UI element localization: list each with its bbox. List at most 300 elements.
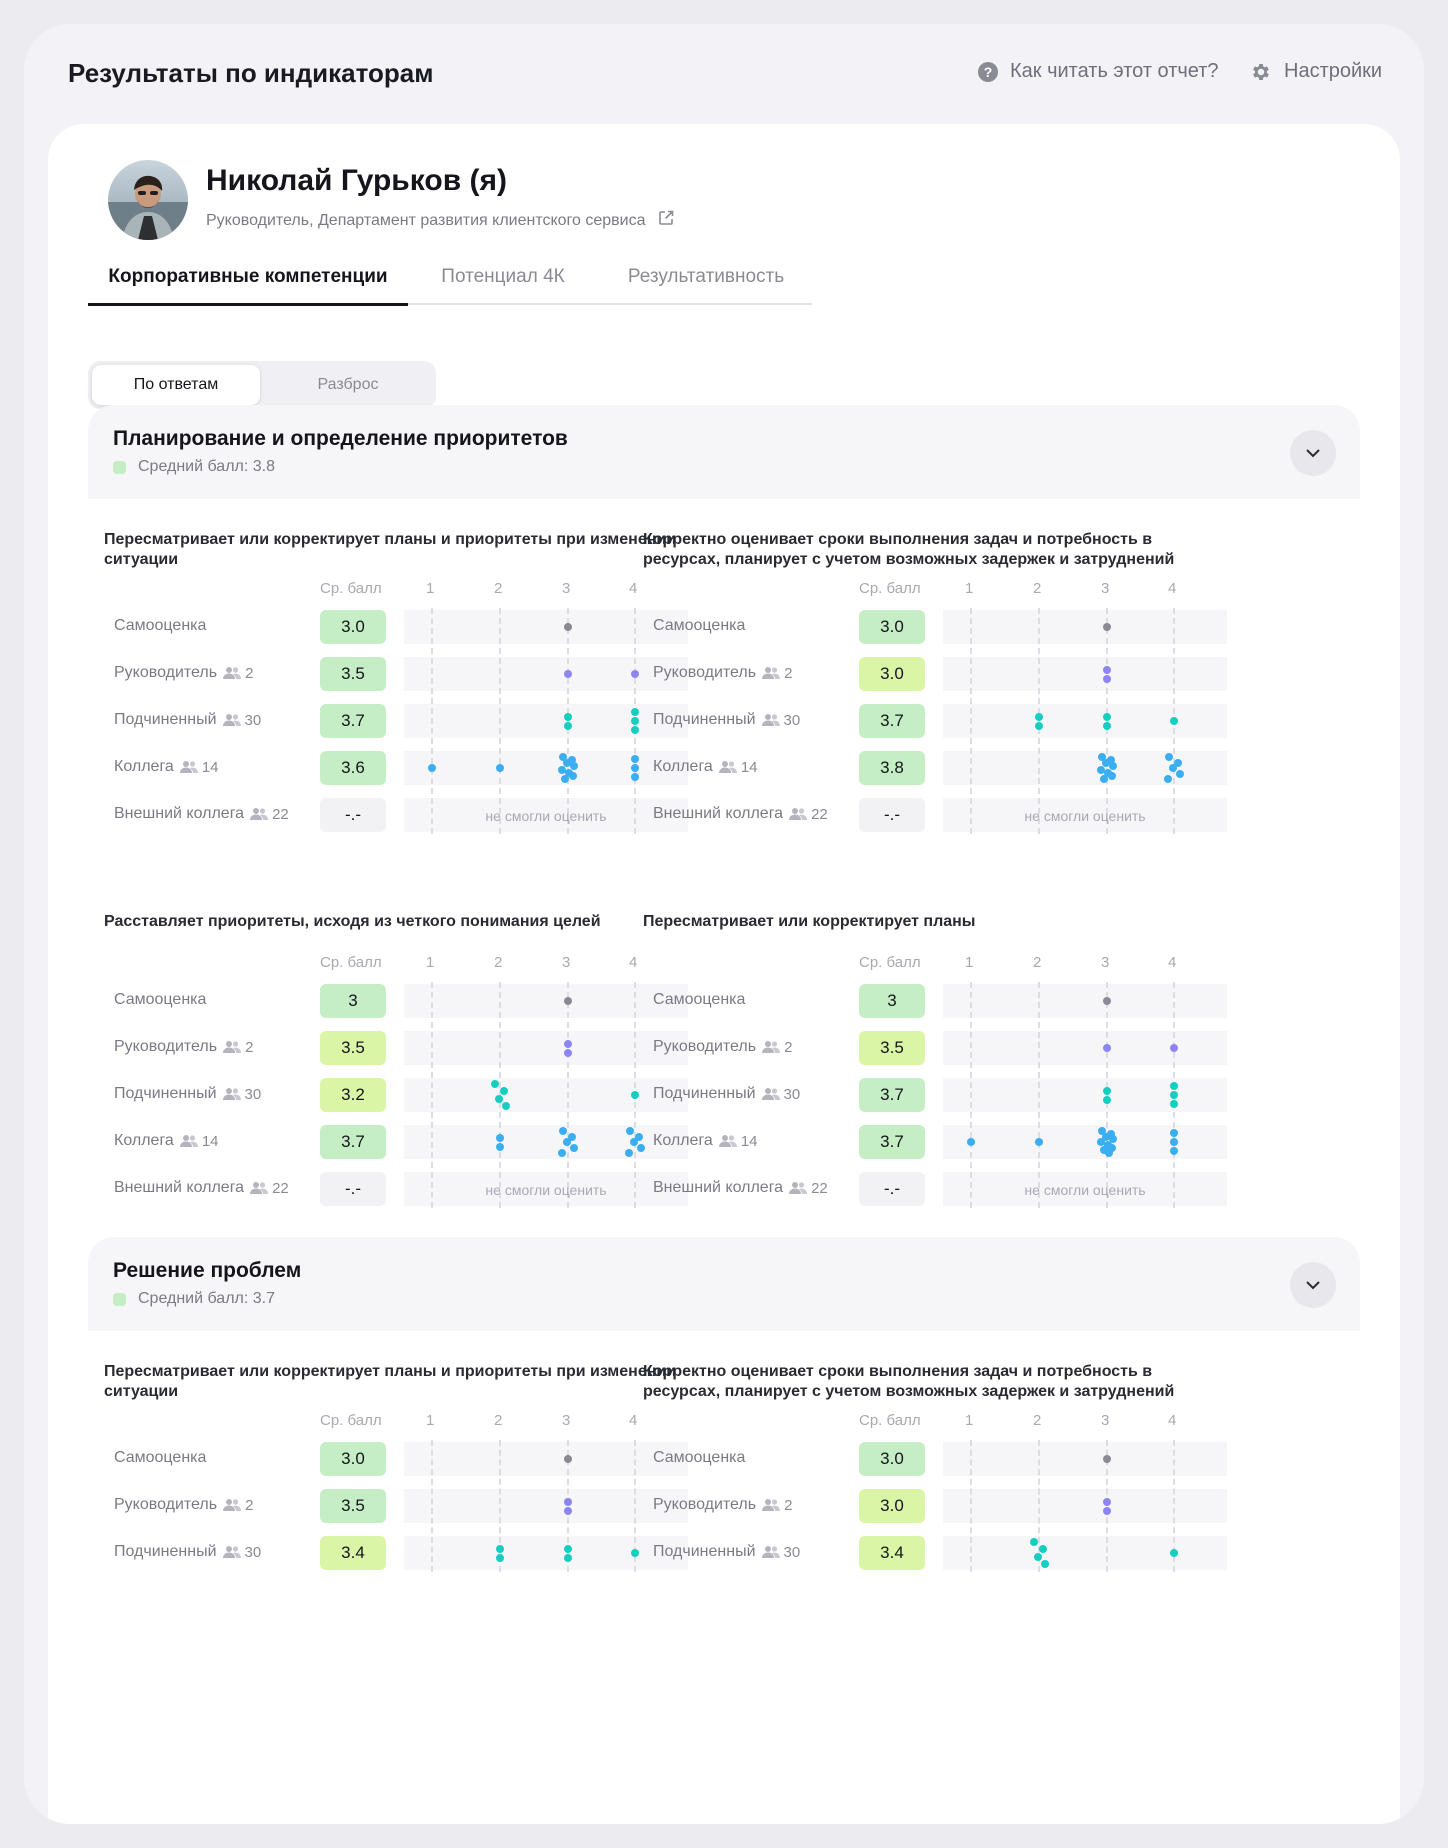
no-rating-text: не смогли оценить	[1024, 808, 1146, 824]
avatar	[108, 160, 188, 240]
indicator-block	[643, 530, 1227, 830]
score-track	[943, 657, 1227, 691]
response-dot	[1100, 775, 1108, 783]
rater-label	[114, 1449, 206, 1467]
rater-count	[223, 1544, 262, 1561]
rater-count-value: 2	[784, 1496, 793, 1514]
response-dot	[1103, 997, 1111, 1005]
people-icon	[180, 760, 198, 774]
scale-tick-label: 4	[629, 954, 638, 971]
response-dot	[631, 1091, 639, 1099]
rater-count	[250, 806, 289, 823]
scale-tick-label: 1	[426, 580, 435, 597]
indicator-title: Корректно оценивает сроки выполнения задач и потребность в ресурсах, планирует с учетом возможных задержек и затруднений	[643, 1363, 1175, 1400]
response-dot	[631, 1549, 639, 1557]
response-dot	[1164, 775, 1172, 783]
average-score-badge: -.-	[859, 1172, 925, 1206]
section-title: Планирование и определение приоритетов	[113, 427, 568, 450]
rater-label	[653, 1132, 758, 1150]
rater-count-value: 2	[784, 664, 793, 682]
response-dot	[631, 764, 639, 772]
avg-score-header: Ср. балл	[859, 954, 921, 971]
external-link-icon[interactable]	[658, 210, 674, 231]
average-score-badge: 3.7	[320, 704, 386, 738]
people-icon	[180, 1134, 198, 1148]
response-dot	[570, 1144, 578, 1152]
rater-name: Подчиненный	[114, 711, 217, 728]
scale-tick-label: 2	[494, 954, 503, 971]
scale-tick-label: 3	[1101, 954, 1110, 971]
people-icon	[762, 1040, 780, 1054]
response-dot	[564, 1507, 572, 1515]
rater-name: Подчиненный	[114, 1085, 217, 1102]
rater-name: Руководитель	[114, 1038, 218, 1055]
scale-tick-label: 2	[1033, 580, 1042, 597]
rater-count	[180, 759, 219, 776]
score-track	[943, 1442, 1227, 1476]
rater-count	[762, 1086, 801, 1103]
score-track	[943, 1536, 1227, 1570]
rater-count-value: 30	[244, 711, 262, 729]
response-dot	[564, 713, 572, 721]
response-dot	[1103, 713, 1111, 721]
rater-name: Самооценка	[653, 1449, 746, 1466]
rater-name: Руководитель	[653, 664, 757, 681]
response-dot	[631, 755, 639, 763]
scale-gridline	[431, 1440, 433, 1572]
rater-label	[653, 711, 800, 729]
response-dot	[1103, 1096, 1111, 1104]
response-dot	[1103, 722, 1111, 730]
response-dot	[502, 1102, 510, 1110]
people-icon	[762, 713, 780, 727]
scale-tick-label: 2	[494, 580, 503, 597]
rater-label	[653, 805, 828, 823]
rater-count	[223, 1039, 253, 1056]
rater-name: Самооценка	[653, 991, 746, 1008]
rater-name: Подчиненный	[653, 1543, 756, 1560]
rater-name: Подчиненный	[653, 1085, 756, 1102]
average-score-badge: 3.7	[859, 704, 925, 738]
rater-name: Внешний коллега	[653, 1179, 784, 1196]
rater-label	[114, 1132, 219, 1150]
rater-label	[114, 1179, 289, 1197]
response-dot	[1103, 666, 1111, 674]
scale-tick-label: 3	[1101, 1412, 1110, 1429]
response-dot	[1035, 713, 1043, 721]
rater-count	[762, 1544, 801, 1561]
avg-score-header: Ср. балл	[320, 1412, 382, 1429]
rater-name: Внешний коллега	[653, 805, 784, 822]
response-dot	[1170, 717, 1178, 725]
score-track	[943, 610, 1227, 644]
rater-name: Внешний коллега	[114, 805, 245, 822]
people-icon	[250, 1181, 268, 1195]
rater-name: Самооценка	[653, 617, 746, 634]
response-dot	[1170, 1044, 1178, 1052]
rater-name: Коллега	[114, 758, 174, 775]
score-legend-square	[113, 1293, 126, 1306]
response-dot	[564, 1498, 572, 1506]
help-link[interactable]	[978, 60, 1219, 83]
rater-label	[653, 1496, 792, 1514]
people-icon	[719, 1134, 737, 1148]
indicator-block	[104, 1362, 688, 1662]
people-icon	[250, 807, 268, 821]
people-icon	[719, 760, 737, 774]
response-dot	[496, 764, 504, 772]
rater-name: Подчиненный	[114, 1543, 217, 1560]
response-dot	[1165, 753, 1173, 761]
average-score-badge: 3.2	[320, 1078, 386, 1112]
response-dot	[631, 717, 639, 725]
rater-name: Подчиненный	[653, 711, 756, 728]
average-score-badge: 3.0	[859, 657, 925, 691]
rater-label	[653, 617, 745, 635]
rater-count-value: 30	[244, 1085, 262, 1103]
response-dot	[1030, 1538, 1038, 1546]
rater-count-value: 2	[245, 1038, 254, 1056]
rater-label	[114, 991, 206, 1009]
user-role-text: Руководитель, Департамент развития клиентского сервиса	[206, 211, 646, 229]
rater-count-value: 22	[272, 805, 289, 823]
settings-link[interactable]	[1250, 60, 1382, 83]
response-dot	[1170, 1138, 1178, 1146]
average-score-badge: 3.8	[859, 751, 925, 785]
rater-count-value: 22	[811, 805, 828, 823]
average-score-badge: 3	[859, 984, 925, 1018]
scale-tick-label: 2	[1033, 1412, 1042, 1429]
rater-label	[114, 617, 206, 635]
no-rating-text: не смогли оценить	[485, 808, 607, 824]
scale-tick-label: 3	[562, 580, 571, 597]
indicator-title: Расставляет приоритеты, исходя из четкого понимания целей	[104, 913, 601, 930]
response-dot	[564, 670, 572, 678]
rater-count	[719, 759, 758, 776]
response-dot	[1103, 675, 1111, 683]
response-dot	[564, 1040, 572, 1048]
response-dot	[1103, 1044, 1111, 1052]
people-icon	[223, 713, 241, 727]
no-rating-text: не смогли оценить	[1024, 1182, 1146, 1198]
people-icon	[223, 1040, 241, 1054]
view-switch	[88, 361, 436, 409]
rater-label	[114, 1085, 261, 1103]
tab-performance[interactable]: Результативность	[627, 266, 785, 287]
scale-tick-label: 1	[965, 580, 974, 597]
score-track	[943, 1125, 1227, 1159]
rater-label	[653, 1179, 828, 1197]
response-dot	[631, 773, 639, 781]
response-dot	[967, 1138, 975, 1146]
tab-corporate-competencies[interactable]: Корпоративные компетенции	[88, 260, 408, 306]
rater-count-value: 14	[201, 758, 219, 776]
rater-count	[762, 1497, 792, 1514]
rater-label	[653, 1085, 800, 1103]
section-average	[113, 1290, 275, 1308]
scale-tick-label: 1	[965, 954, 974, 971]
section-header	[88, 405, 1360, 499]
response-dot	[495, 1095, 503, 1103]
indicator-title: Пересматривает или корректирует планы и приоритеты при изменении ситуации	[104, 1363, 677, 1400]
response-dot	[631, 726, 639, 734]
people-icon	[762, 1545, 780, 1559]
section-average	[113, 458, 275, 476]
people-icon	[762, 1087, 780, 1101]
response-dot	[496, 1143, 504, 1151]
score-track	[943, 1031, 1227, 1065]
average-score-badge: 3.0	[320, 610, 386, 644]
response-dot	[1035, 722, 1043, 730]
response-dot	[496, 1545, 504, 1553]
response-dot	[564, 1554, 572, 1562]
scale-tick-label: 4	[1168, 1412, 1177, 1429]
rater-count	[789, 806, 828, 823]
response-dot	[1170, 1082, 1178, 1090]
score-track	[943, 1489, 1227, 1523]
average-score-badge: -.-	[320, 1172, 386, 1206]
people-icon	[762, 666, 780, 680]
score-track	[943, 1078, 1227, 1112]
scale-tick-label: 1	[965, 1412, 974, 1429]
scale-tick-label: 4	[629, 1412, 638, 1429]
rater-label	[653, 664, 792, 682]
indicator-title: Пересматривает или корректирует планы и приоритеты при изменении ситуации	[104, 531, 677, 568]
response-dot	[569, 772, 577, 780]
scale-tick-label: 2	[1033, 954, 1042, 971]
rater-count-value: 30	[783, 1543, 801, 1561]
rater-label	[653, 758, 758, 776]
chevron-down-icon	[1305, 448, 1321, 458]
people-icon	[223, 1498, 241, 1512]
response-dot	[564, 997, 572, 1005]
response-dot	[1103, 623, 1111, 631]
rater-label	[114, 1543, 261, 1561]
average-score-badge: 3.5	[320, 1489, 386, 1523]
response-dot	[561, 775, 569, 783]
people-icon	[789, 1181, 807, 1195]
section-header	[88, 1237, 1360, 1331]
avg-score-header: Ср. балл	[320, 580, 382, 597]
indicator-title: Корректно оценивает сроки выполнения задач и потребность в ресурсах, планирует с учетом возможных задержек и затруднений	[643, 531, 1175, 568]
avg-score-header: Ср. балл	[320, 954, 382, 971]
top-bar	[24, 24, 1424, 124]
response-dot	[496, 1134, 504, 1142]
average-score-badge: 3.0	[859, 610, 925, 644]
scale-tick-label: 3	[1101, 580, 1110, 597]
response-dot	[1170, 1091, 1178, 1099]
average-score-badge: 3.7	[859, 1125, 925, 1159]
score-track	[943, 984, 1227, 1018]
response-dot	[428, 764, 436, 772]
response-dot	[1170, 1549, 1178, 1557]
rater-count-value: 14	[740, 758, 758, 776]
rater-label	[653, 1038, 792, 1056]
rater-name: Руководитель	[114, 1496, 218, 1513]
rater-count-value: 14	[740, 1132, 758, 1150]
rater-label	[114, 711, 261, 729]
indicator-block	[104, 912, 688, 1212]
response-dot	[1103, 1498, 1111, 1506]
rater-label	[653, 1449, 745, 1467]
gear-icon	[1250, 61, 1272, 83]
rater-count	[223, 712, 262, 729]
scale-tick-label: 4	[1168, 954, 1177, 971]
response-dot	[1105, 1149, 1113, 1157]
average-score-badge: 3.0	[859, 1489, 925, 1523]
average-score-badge: 3.4	[859, 1536, 925, 1570]
rater-label	[114, 805, 289, 823]
switch-spread[interactable]: Разброс	[317, 376, 379, 393]
average-score-badge: -.-	[859, 798, 925, 832]
tab-bar	[88, 260, 812, 305]
question-icon: ?	[978, 62, 998, 82]
page-title: Результаты по индикаторам	[68, 58, 434, 88]
section-title: Решение проблем	[113, 1259, 302, 1282]
response-dot	[1170, 1129, 1178, 1137]
people-icon	[789, 807, 807, 821]
rater-count-value: 30	[783, 1085, 801, 1103]
response-dot	[491, 1080, 499, 1088]
rater-count	[762, 665, 792, 682]
average-score-badge: 3.0	[320, 1442, 386, 1476]
response-dot	[1103, 1507, 1111, 1515]
response-dot	[625, 1149, 633, 1157]
average-score-badge: -.-	[320, 798, 386, 832]
rater-name: Руководитель	[653, 1038, 757, 1055]
average-score-badge: 3.7	[320, 1125, 386, 1159]
rater-count	[762, 712, 801, 729]
people-icon	[223, 666, 241, 680]
rater-name: Самооценка	[114, 991, 207, 1008]
rater-label	[114, 1496, 253, 1514]
rater-name: Руководитель	[653, 1496, 757, 1513]
indicator-title: Пересматривает или корректирует планы	[643, 913, 976, 930]
rater-count	[180, 1133, 219, 1150]
rater-count	[789, 1180, 828, 1197]
people-icon	[223, 1545, 241, 1559]
rater-count	[250, 1180, 289, 1197]
response-dot	[1103, 1087, 1111, 1095]
rater-count-value: 30	[783, 711, 801, 729]
rater-count-value: 2	[784, 1038, 793, 1056]
response-dot	[564, 623, 572, 631]
rater-count	[223, 1086, 262, 1103]
rater-count-value: 14	[201, 1132, 219, 1150]
settings-link-label: Настройки	[1284, 60, 1383, 82]
response-dot	[564, 1455, 572, 1463]
people-icon	[762, 1498, 780, 1512]
user-role	[206, 210, 674, 231]
chevron-down-icon	[1305, 1280, 1321, 1290]
average-score-badge: 3.6	[320, 751, 386, 785]
response-dot	[1170, 1147, 1178, 1155]
rater-label	[114, 664, 253, 682]
people-icon	[223, 1087, 241, 1101]
indicator-block	[643, 1362, 1227, 1662]
rater-name: Внешний коллега	[114, 1179, 245, 1196]
rater-count-value: 22	[272, 1179, 289, 1197]
response-dot	[1103, 1455, 1111, 1463]
avg-score-header: Ср. балл	[859, 580, 921, 597]
response-dot	[1170, 1100, 1178, 1108]
rater-count-value: 30	[244, 1543, 262, 1561]
response-dot	[626, 1127, 634, 1135]
scale-tick-label: 1	[426, 1412, 435, 1429]
scale-tick-label: 2	[494, 1412, 503, 1429]
indicator-block	[104, 530, 688, 830]
rater-count-value: 2	[245, 664, 254, 682]
rater-count	[223, 1497, 253, 1514]
rater-label	[653, 1543, 800, 1561]
app-window	[24, 24, 1424, 1824]
response-dot	[1041, 1560, 1049, 1568]
scale-gridline	[970, 1440, 972, 1572]
report-card	[48, 124, 1400, 1824]
average-score-badge: 3	[320, 984, 386, 1018]
rater-count-value: 2	[245, 1496, 254, 1514]
avg-score-header: Ср. балл	[859, 1412, 921, 1429]
section-collapse-button[interactable]	[1290, 430, 1336, 476]
rater-count-value: 22	[811, 1179, 828, 1197]
rater-name: Коллега	[114, 1132, 174, 1149]
scale-tick-label: 4	[1168, 580, 1177, 597]
response-dot	[558, 1149, 566, 1157]
average-score-badge: 3.4	[320, 1536, 386, 1570]
rater-name: Самооценка	[114, 617, 207, 634]
scale-tick-label: 3	[562, 1412, 571, 1429]
response-dot	[1034, 1553, 1042, 1561]
rater-name: Руководитель	[114, 664, 218, 681]
response-dot	[1108, 772, 1116, 780]
indicator-block	[643, 912, 1227, 1212]
switch-by-answers[interactable]: По ответам	[92, 365, 260, 405]
section-average-text: Средний балл: 3.8	[138, 458, 275, 475]
rater-label	[114, 1038, 253, 1056]
response-dot	[564, 1049, 572, 1057]
rater-name: Коллега	[653, 1132, 713, 1149]
scale-tick-label: 4	[629, 580, 638, 597]
average-score-badge: 3.5	[859, 1031, 925, 1065]
user-name: Николай Гурьков (я)	[206, 164, 507, 197]
scale-tick-label: 3	[562, 954, 571, 971]
response-dot	[496, 1554, 504, 1562]
rater-name: Коллега	[653, 758, 713, 775]
no-rating-text: не смогли оценить	[485, 1182, 607, 1198]
rater-label	[653, 991, 745, 1009]
rater-count	[762, 1039, 792, 1056]
rater-name: Самооценка	[114, 1449, 207, 1466]
response-dot	[631, 670, 639, 678]
response-dot	[564, 722, 572, 730]
average-score-badge: 3.7	[859, 1078, 925, 1112]
response-dot	[631, 708, 639, 716]
tab-potential-4k[interactable]: Потенциал 4К	[441, 266, 565, 287]
help-link-label: Как читать этот отчет?	[1010, 60, 1219, 82]
response-dot	[559, 1127, 567, 1135]
average-score-badge: 3.0	[859, 1442, 925, 1476]
rater-label	[114, 758, 219, 776]
response-dot	[1176, 770, 1184, 778]
scale-tick-label: 1	[426, 954, 435, 971]
section-collapse-button[interactable]	[1290, 1262, 1336, 1308]
score-track	[943, 751, 1227, 785]
section-average-text: Средний балл: 3.7	[138, 1290, 275, 1307]
score-legend-square	[113, 461, 126, 474]
rater-count	[223, 665, 253, 682]
response-dot	[1035, 1138, 1043, 1146]
response-dot	[564, 1545, 572, 1553]
